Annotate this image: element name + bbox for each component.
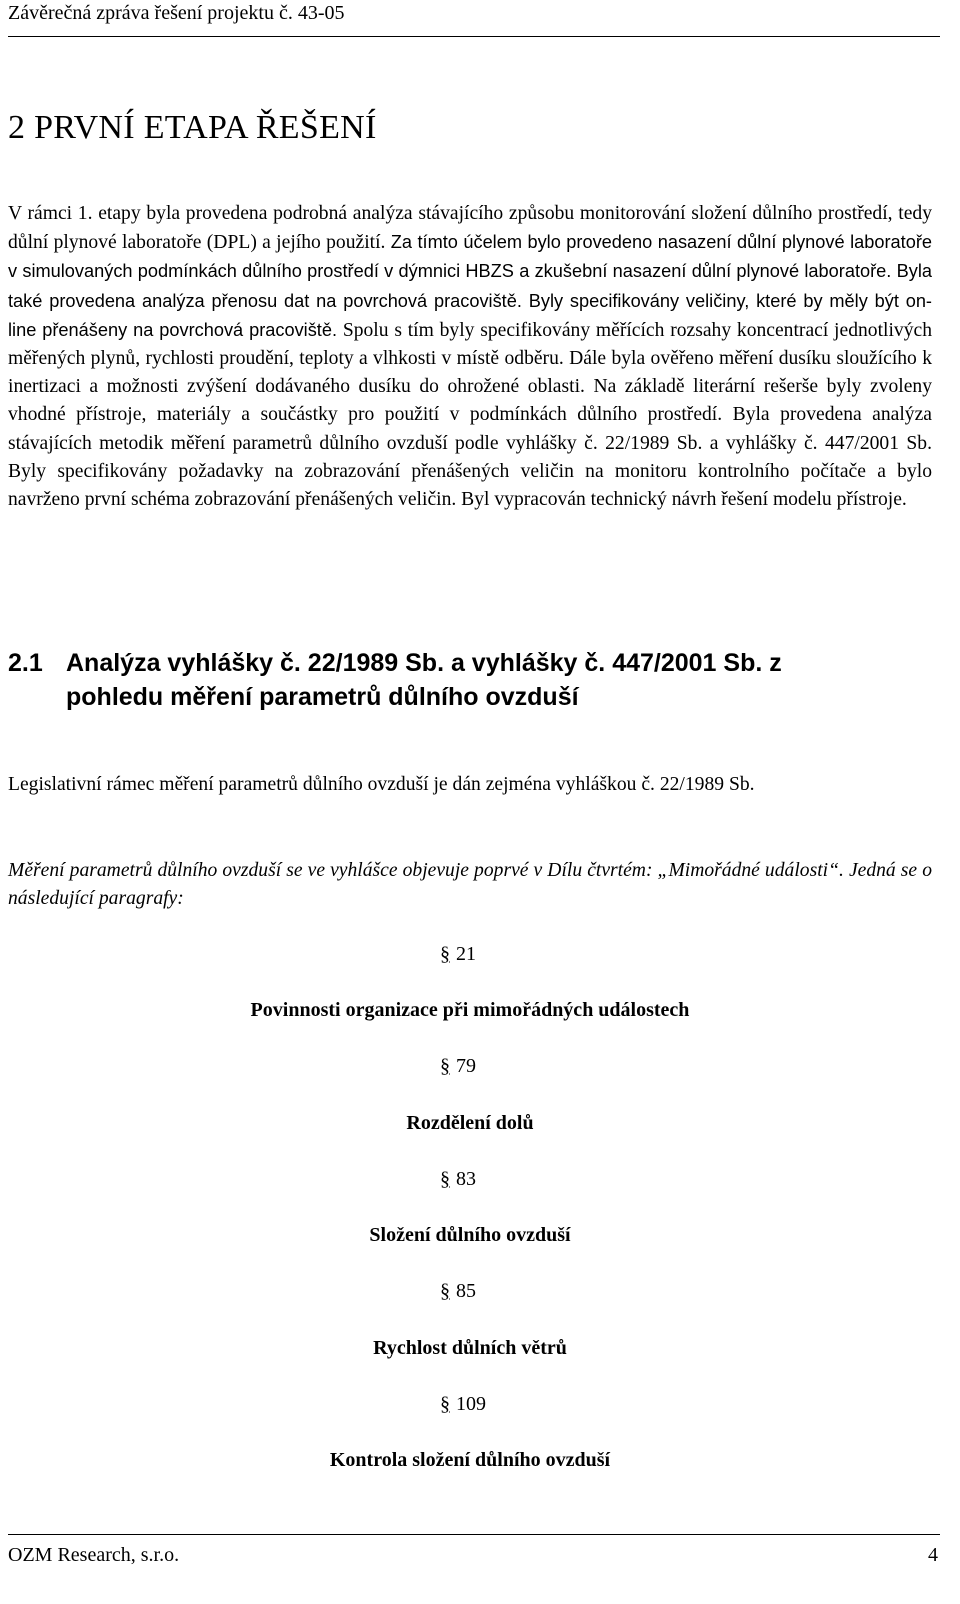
section-symbol: § bbox=[440, 943, 450, 965]
intro-sans-part: Za tímto účelem bylo provedeno nasazení důlní plynové laboratoře v simulovaných podmínkách důlního prostředí v dýmnici HBZS a zkušební nasazení důlní plynové laboratoře. Byla také provedena analýza přenosu dat na povrchová pracoviště. Byly specifikovány veličiny, které by měly být on-line přenášeny na povrchová pracoviště. bbox=[8, 232, 932, 340]
section-title-line1: Analýza vyhlášky č. 22/1989 Sb. a vyhlášky č. 447/2001 Sb. z bbox=[66, 649, 782, 677]
section-title-line2: pohledu měření parametrů důlního ovzduší bbox=[66, 683, 579, 711]
italic-paragraph: Měření parametrů důlního ovzduší se ve vyhlášce objevuje poprvé v Dílu čtvrtém: „Mimořádné události“. Jedná se o následující paragrafy: bbox=[8, 860, 932, 910]
paragraph-title-79: Rozdělení dolů bbox=[406, 1112, 534, 1134]
page-number: 4 bbox=[928, 1544, 938, 1566]
intro-serif-part: Spolu s tím byly specifikovány měřících rozsahy koncentrací jednotlivých měřených plynů, rychlosti proudění, teploty a vlhkosti v místě odběru. Dále byla ověřeno měření dusíku sloužícího k inertizaci a možnosti zvýšení dodávaného dusíku do ohrožené oblasti. Na základě literární rešerše byly zvoleny vhodné přístroje, materiály a součástky pro použití v podmínkách důlního prostředí. Byla provedena analýza stávajících metodik měření parametrů důlního ovzduší podle vyhlášky č. 22/1989 Sb. a vyhlášky č. 447/2001 Sb. Byly specifikovány požadavky na zobrazování přenášených veličin na monitoru kontrolního počítače a bylo navrženo první schéma zobrazování přenášených veličin. Byl vypracován technický návrh řešení modelu přístroje. bbox=[8, 319, 932, 511]
section-symbol: § bbox=[440, 1393, 450, 1415]
paragraph-number: 83 bbox=[456, 1168, 476, 1190]
section-symbol: § bbox=[440, 1168, 450, 1190]
legislation-paragraph: Legislativní rámec měření parametrů důlního ovzduší je dán zejména vyhláškou č. 22/1989 Sb. bbox=[8, 774, 755, 795]
chapter-title: 2 PRVNÍ ETAPA ŘEŠENÍ bbox=[8, 109, 377, 146]
paragraph-number-79 bbox=[440, 1052, 476, 1080]
paragraph-number-109 bbox=[440, 1390, 486, 1418]
paragraph-number: 85 bbox=[456, 1280, 476, 1302]
section-symbol: § bbox=[440, 1280, 450, 1302]
paragraph-number: 109 bbox=[456, 1393, 486, 1415]
section-heading bbox=[8, 646, 938, 714]
paragraph-number: 79 bbox=[456, 1055, 476, 1077]
page-header bbox=[8, 0, 940, 37]
intro-line1: V rámci 1. etapy byla provedena podrobná analýza stávajícího způsobu monitorování složení důlního prostředí, tedy důlní plynové laboratoře (DPL) a jejího použití. bbox=[8, 203, 932, 254]
paragraph-title-85: Rychlost důlních větrů bbox=[373, 1337, 567, 1359]
page-footer bbox=[8, 1534, 940, 1575]
paragraph-title-21: Povinnosti organizace při mimořádných událostech bbox=[250, 999, 690, 1021]
paragraph-number-85 bbox=[440, 1277, 476, 1305]
section-symbol: § bbox=[440, 1055, 450, 1077]
header-text: Závěrečná zpráva řešení projektu č. 43-05 bbox=[8, 2, 345, 24]
paragraph-number-21 bbox=[440, 940, 476, 968]
paragraph-title-109: Kontrola složení důlního ovzduší bbox=[329, 1449, 611, 1471]
paragraph-number-83 bbox=[440, 1165, 476, 1193]
footer-company: OZM Research, s.r.o. bbox=[8, 1544, 180, 1566]
section-number: 2.1 bbox=[8, 649, 43, 677]
intro-paragraph bbox=[8, 200, 932, 514]
paragraph-title-83: Složení důlního ovzduší bbox=[369, 1224, 571, 1246]
paragraph-number: 21 bbox=[456, 943, 476, 965]
